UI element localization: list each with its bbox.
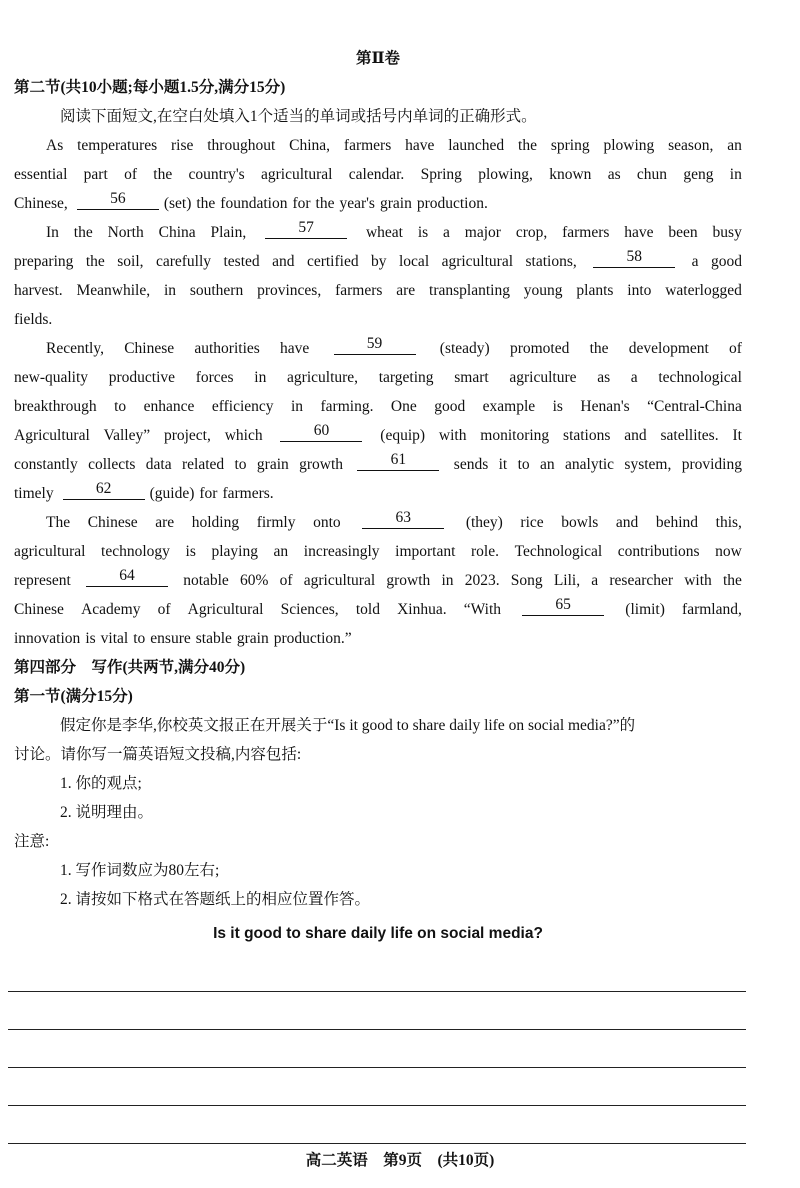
word: have <box>624 224 654 241</box>
word: preparing <box>14 253 74 270</box>
word: certified <box>306 253 359 270</box>
word: the <box>518 137 537 154</box>
word: have <box>405 137 435 154</box>
word: which <box>224 427 263 444</box>
word: farming. <box>320 398 374 415</box>
writing-prompt-line1: 假定你是李华,你校英文报正在开展关于“Is it good to share daily life on social media?”的 <box>60 717 636 734</box>
passage-line <box>14 508 742 537</box>
blank-58[interactable]: 58 <box>593 247 675 268</box>
word: Agricultural <box>187 601 264 618</box>
word: grain <box>236 630 269 647</box>
word: agricultural <box>303 572 376 589</box>
word: foundation <box>220 195 288 212</box>
passage-paragraph <box>14 334 742 508</box>
word: southern <box>189 282 244 299</box>
word: important <box>395 543 456 560</box>
word: breakthrough <box>14 398 97 415</box>
word: It <box>732 427 742 444</box>
essay-title: Is it good to share daily life on social media? <box>213 925 543 942</box>
word: young <box>523 282 563 299</box>
word: firmly <box>256 514 296 531</box>
word: by <box>371 253 387 270</box>
answer-line[interactable] <box>8 992 746 1030</box>
word: as <box>597 369 611 386</box>
word: fields. <box>14 311 53 328</box>
word: to <box>114 398 127 415</box>
word: an <box>727 137 742 154</box>
word: the <box>73 224 93 241</box>
passage-line <box>14 392 742 421</box>
word: “With <box>463 601 502 618</box>
word: agricultural <box>261 166 333 183</box>
word: promoted <box>509 340 570 357</box>
word: agricultural <box>14 543 86 560</box>
passage-line <box>14 334 742 363</box>
page-footer: 高二英语 第9页 (共10页) <box>305 1152 495 1169</box>
word: to <box>517 456 530 473</box>
word: increasingly <box>303 543 380 560</box>
passage-line <box>14 305 742 334</box>
word: temperatures <box>77 137 158 154</box>
word: busy <box>712 224 742 241</box>
word: is <box>552 398 563 415</box>
word: season, <box>668 137 714 154</box>
word: launched <box>448 137 505 154</box>
word: sends <box>453 456 489 473</box>
blank-61[interactable]: 61 <box>357 450 439 471</box>
word: local <box>399 253 430 270</box>
word: tested <box>223 253 260 270</box>
word: are <box>155 514 175 531</box>
word: now <box>715 543 742 560</box>
word: a <box>630 369 638 386</box>
word: “Central-China <box>647 398 742 415</box>
passage-line <box>14 363 742 392</box>
word: Technological <box>514 543 603 560</box>
word: soil, <box>117 253 144 270</box>
word: collects <box>88 456 136 473</box>
word: in <box>254 369 267 386</box>
word: as <box>607 166 621 183</box>
word: monitoring <box>480 427 550 444</box>
word: in <box>729 166 742 183</box>
word: to <box>234 456 247 473</box>
word: production. <box>416 195 488 212</box>
section-title: 第Ⅱ卷 <box>355 50 401 67</box>
word: into <box>627 282 652 299</box>
cloze-passage <box>14 131 742 653</box>
word: agricultural <box>441 253 514 270</box>
word: technological <box>658 369 742 386</box>
blank-64[interactable]: 64 <box>86 566 168 587</box>
word: have <box>280 340 310 357</box>
word: new-quality <box>14 369 89 386</box>
word: plowing, <box>478 166 533 183</box>
answer-line[interactable] <box>8 954 746 992</box>
word: essential <box>14 166 68 183</box>
word: One <box>390 398 417 415</box>
word: agriculture <box>509 369 577 386</box>
word: agriculture, <box>287 369 359 386</box>
word: stable <box>195 630 232 647</box>
word: researcher <box>609 572 674 589</box>
passage-line <box>14 131 742 160</box>
word: onto <box>313 514 341 531</box>
word: (they) <box>465 514 503 531</box>
word: targeting <box>378 369 434 386</box>
note-item: 2. 请按如下格式在答题纸上的相应位置作答。 <box>60 891 371 908</box>
word: to <box>133 630 146 647</box>
word: in <box>163 282 176 299</box>
passage-line <box>14 595 742 624</box>
word: Chinese, <box>14 195 68 212</box>
word: carefully <box>155 253 212 270</box>
word: production.” <box>273 630 352 647</box>
word: enhance <box>143 398 195 415</box>
word: role. <box>471 543 499 560</box>
word: smart <box>454 369 489 386</box>
word: country's <box>188 166 245 183</box>
word: an <box>540 456 555 473</box>
blank-59[interactable]: 59 <box>334 334 416 355</box>
word: example <box>482 398 536 415</box>
passage-line <box>14 450 742 479</box>
word: efficiency <box>211 398 274 415</box>
word: ensure <box>150 630 191 647</box>
part2-heading: 第二节(共10小题;每小题1.5分,满分15分) <box>14 79 286 96</box>
word: Agricultural <box>14 427 90 444</box>
word: constantly <box>14 456 78 473</box>
content-item: 2. 说明理由。 <box>60 804 154 821</box>
word: farmers <box>562 224 610 241</box>
word: (steady) <box>439 340 490 357</box>
word: behind <box>655 514 699 531</box>
blank-65[interactable]: 65 <box>522 595 604 616</box>
word: the <box>722 572 742 589</box>
exam-page <box>14 44 742 1144</box>
word: holding <box>191 514 240 531</box>
word: a <box>443 224 450 241</box>
word: Meanwhile, <box>76 282 151 299</box>
word: technology <box>101 543 170 560</box>
word: contributions <box>617 543 700 560</box>
passage-paragraph <box>14 508 742 653</box>
word: throughout <box>207 137 276 154</box>
word: farmland, <box>682 601 742 618</box>
word: China <box>158 224 196 241</box>
passage-line <box>14 566 742 595</box>
passage-line <box>14 160 742 189</box>
word: geng <box>683 166 714 183</box>
word: vital <box>100 630 129 647</box>
word: In <box>46 224 59 241</box>
word: timely <box>14 485 54 502</box>
word: it <box>498 456 508 473</box>
word: Chinese <box>14 601 64 618</box>
word: Sciences, <box>280 601 339 618</box>
blank-63[interactable]: 63 <box>362 508 444 529</box>
word: playing <box>211 543 258 560</box>
word: wheat <box>365 224 403 241</box>
passage-paragraph <box>14 131 742 218</box>
word: analytic <box>565 456 615 473</box>
word: Plain, <box>210 224 247 241</box>
blank-56[interactable]: 56 <box>77 189 159 210</box>
word: authorities <box>194 340 260 357</box>
word: for <box>292 195 311 212</box>
word: good <box>434 398 466 415</box>
word: Spring <box>420 166 462 183</box>
word: providing <box>681 456 742 473</box>
word: rice <box>520 514 544 531</box>
word: Song <box>510 572 543 589</box>
word: China, <box>289 137 331 154</box>
word: a <box>691 253 699 270</box>
word: North <box>107 224 144 241</box>
word: satellites. <box>660 427 719 444</box>
word: growth <box>386 572 431 589</box>
word: harvest. <box>14 282 63 299</box>
word: known <box>549 166 592 183</box>
word: and <box>615 514 639 531</box>
word: chun <box>636 166 668 183</box>
word: 2023. <box>464 572 500 589</box>
word: for <box>199 485 218 502</box>
word: good <box>710 253 742 270</box>
word: Xinhua. <box>397 601 447 618</box>
word: (guide) <box>149 485 195 502</box>
passage-line <box>14 421 742 450</box>
passage-line <box>14 479 742 508</box>
word: stations, <box>525 253 577 270</box>
passage-paragraph <box>14 218 742 334</box>
answer-line[interactable] <box>8 1030 746 1068</box>
content-item: 1. 你的观点; <box>60 775 142 792</box>
word: told <box>355 601 380 618</box>
word: calendar. <box>348 166 405 183</box>
word: with <box>684 572 712 589</box>
word: an <box>273 543 289 560</box>
word: been <box>668 224 698 241</box>
word: crop, <box>515 224 548 241</box>
word: waterlogged <box>665 282 742 299</box>
word: spring <box>550 137 590 154</box>
word: notable <box>183 572 229 589</box>
word: development <box>628 340 709 357</box>
word: (set) <box>163 195 192 212</box>
word: forces <box>195 369 234 386</box>
part2-instruction: 阅读下面短文,在空白处填入1个适当的单词或括号内单词的正确形式。 <box>60 108 537 125</box>
note-item: 1. 写作词数应为80左右; <box>60 862 220 879</box>
word: rise <box>171 137 194 154</box>
word: (equip) <box>380 427 426 444</box>
word: the <box>196 195 216 212</box>
word: of <box>157 601 171 618</box>
word: Lili, <box>553 572 581 589</box>
word: As <box>46 137 64 154</box>
word: Chinese <box>87 514 138 531</box>
word: part <box>83 166 108 183</box>
blank-57[interactable]: 57 <box>265 218 347 239</box>
word: a <box>591 572 599 589</box>
word: plants <box>576 282 614 299</box>
passage-line <box>14 189 742 218</box>
word: Valley” <box>103 427 151 444</box>
word: provinces, <box>257 282 322 299</box>
word: (limit) <box>625 601 665 618</box>
part4-heading: 第四部分 写作(共两节,满分40分) <box>14 659 246 676</box>
word: project, <box>163 427 211 444</box>
word: The <box>46 514 71 531</box>
word: of <box>279 572 293 589</box>
word: year's <box>339 195 375 212</box>
word: Chinese <box>124 340 175 357</box>
word: is <box>85 630 96 647</box>
word: and <box>272 253 295 270</box>
word: grain <box>379 195 412 212</box>
word: grain <box>256 456 289 473</box>
word: related <box>181 456 225 473</box>
passage-line <box>14 624 742 653</box>
word: transplanting <box>429 282 510 299</box>
word: is <box>185 543 196 560</box>
answer-lines <box>14 954 742 1144</box>
word: farmers <box>343 137 392 154</box>
word: the <box>153 166 173 183</box>
word: in <box>290 398 304 415</box>
word: Academy <box>81 601 141 618</box>
passage-line <box>14 537 742 566</box>
word: data <box>145 456 172 473</box>
answer-line[interactable] <box>8 1106 746 1144</box>
word: farmers. <box>222 485 274 502</box>
word: growth <box>299 456 344 473</box>
answer-line[interactable] <box>8 1068 746 1106</box>
word: Recently, <box>46 340 104 357</box>
word: farmers <box>335 282 383 299</box>
passage-line <box>14 276 742 305</box>
word: and <box>624 427 647 444</box>
word: system, <box>624 456 672 473</box>
word: major <box>464 224 501 241</box>
word: the <box>315 195 335 212</box>
word: 60% <box>240 572 269 589</box>
writing-prompt-line2: 讨论。请你写一篇英语短文投稿,内容包括: <box>14 746 302 763</box>
word: in <box>441 572 454 589</box>
word: are <box>396 282 416 299</box>
blank-62[interactable]: 62 <box>63 479 145 500</box>
word: the <box>589 340 609 357</box>
word: is <box>417 224 429 241</box>
word: Henan's <box>580 398 630 415</box>
passage-line <box>14 218 742 247</box>
word: of <box>729 340 742 357</box>
word: bowls <box>561 514 599 531</box>
word: with <box>438 427 467 444</box>
word: the <box>85 253 105 270</box>
word: represent <box>14 572 71 589</box>
notes-label: 注意: <box>14 833 50 850</box>
word: stations <box>563 427 611 444</box>
writing-section1-heading: 第一节(满分15分) <box>14 688 133 705</box>
word: plowing <box>603 137 655 154</box>
word: this, <box>715 514 742 531</box>
word: productive <box>108 369 176 386</box>
word: innovation <box>14 630 81 647</box>
passage-line <box>14 247 742 276</box>
blank-60[interactable]: 60 <box>280 421 362 442</box>
word: of <box>124 166 137 183</box>
